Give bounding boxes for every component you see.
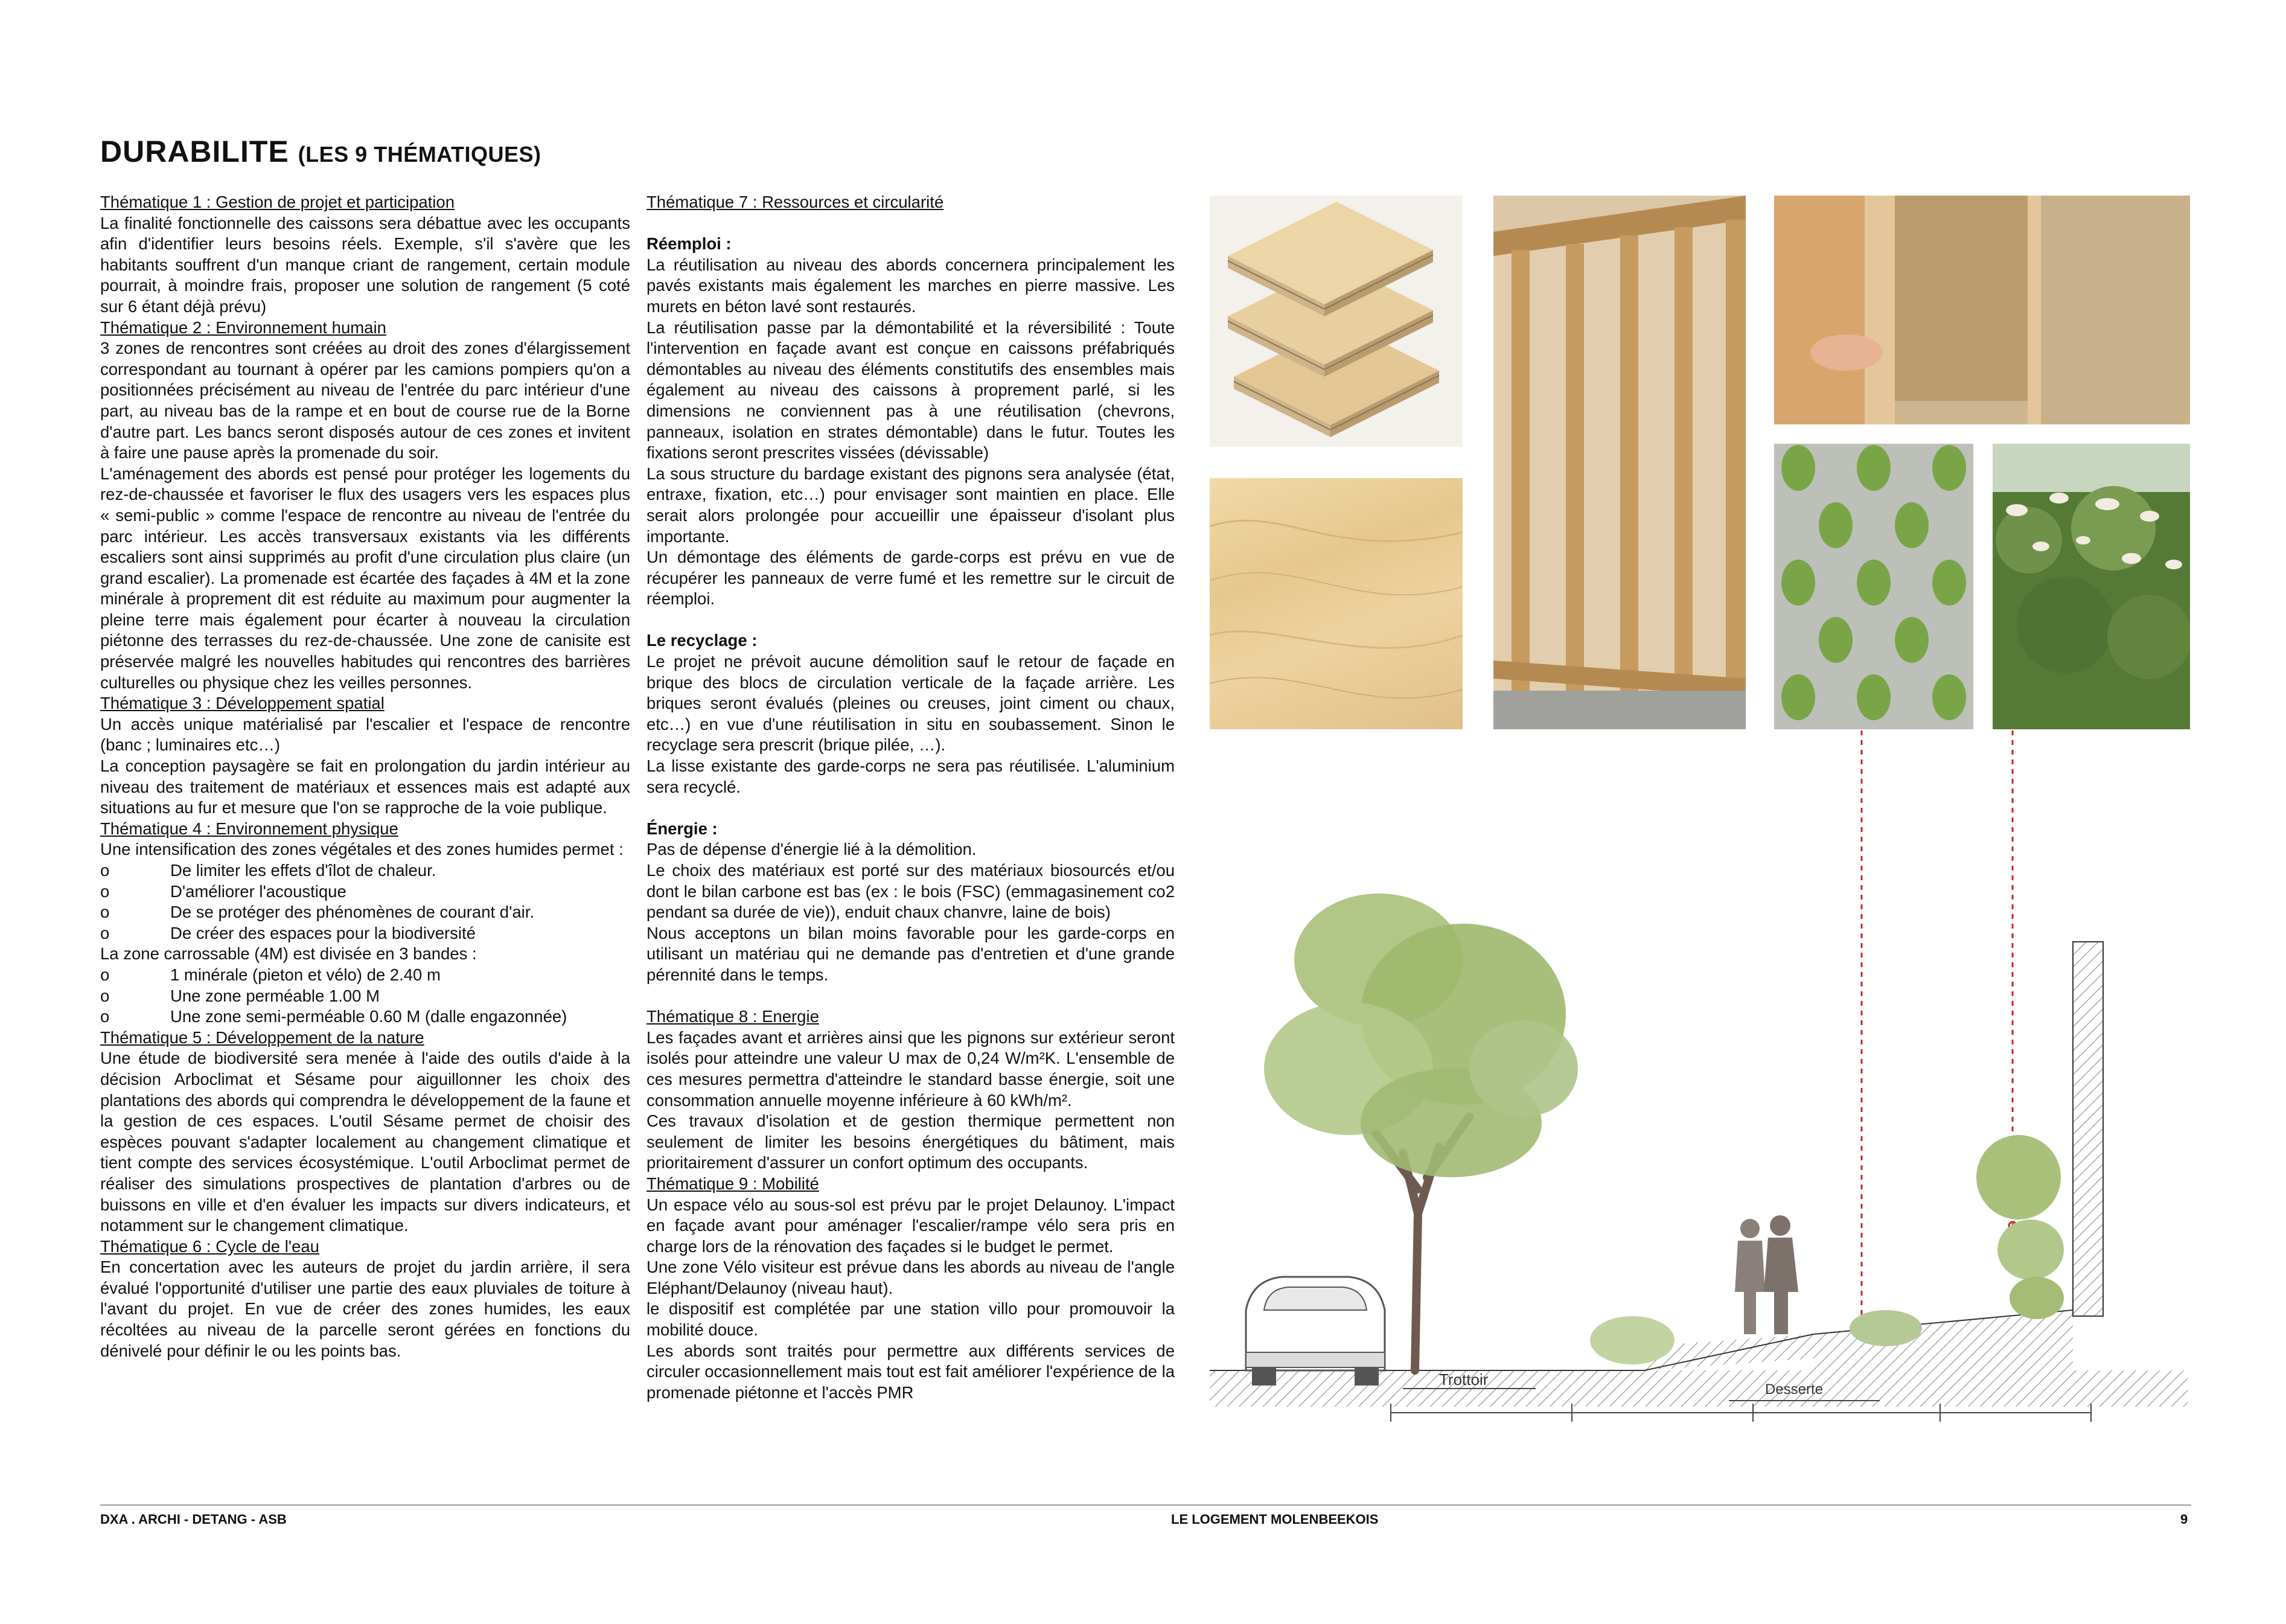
footer-divider <box>100 1504 2191 1506</box>
title-main: DURABILITE <box>100 135 289 168</box>
list-item <box>100 986 630 1007</box>
list-item-text: Une zone semi-perméable 0.60 M (dalle engazonnée) <box>170 1007 567 1026</box>
street-section-drawing <box>1210 730 2191 1485</box>
page-number: 9 <box>2180 1512 2188 1527</box>
label-desserte: Desserte <box>1765 1381 1824 1398</box>
footer-left: DXA . ARCHI - DETANG - ASB <box>100 1512 287 1527</box>
theme-2-heading: Thématique 2 : Environnement humain <box>100 318 386 337</box>
bullet-marker: o <box>100 1007 110 1026</box>
theme-7-heading: Thématique 7 : Ressources et circularité <box>647 193 944 211</box>
car-icon <box>1246 1277 1385 1386</box>
theme-6-body: En concertation avec les auteurs de projet du jardin arrière, il sera évalué l'opportunité d'utiliser une partie des eaux pluviales de toiture à l'avant du projet. En vue de créer des zones humides, les eaux récoltées au niveau de la parcelle seront gérées en fonctions du dénivelé pour définir le ou les points bas. <box>100 1258 630 1360</box>
theme-9-body-2: Une zone Vélo visiteur est prévue dans les abords au niveau de l'angle Eléphant/Delaunoy (niveau haut). <box>647 1258 1175 1297</box>
list-item-text: De limiter les effets d'îlot de chaleur. <box>170 861 436 880</box>
footer-center: LE LOGEMENT MOLENBEEKOIS <box>1171 1512 1379 1527</box>
plywood-stack-photo <box>1210 196 1463 447</box>
recyclage-body-2: La lisse existante des garde-corps ne sera pas réutilisée. L'aluminium sera recyclé. <box>647 756 1175 796</box>
energie-body-3: Nous acceptons un bilan moins favorable pour les garde-corps en utilisant un matériau qui ne demande pas d'entretien et d'une grande pérennité dans le temps. <box>647 923 1175 984</box>
wood-grain-icon <box>1210 478 1463 729</box>
theme-8-body-1: Les façades avant et arrières ainsi que les pignons sur extérieur seront isolés pour atteindre une valeur U max de 0,24 W/m²K. L'ensemble de ces mesures permettra d'atteindre le standard basse énergie, soit une consommation annuelle moyenne inférieure à 60 kWh/m². <box>647 1028 1175 1110</box>
pedestrians-icon <box>1735 1215 1798 1334</box>
timber-frame-wall-photo <box>1493 196 1746 729</box>
energie-body-1: Pas de dépense d'énergie lié à la démolition. <box>647 840 977 859</box>
theme-3-body-1: Un accès unique matérialisé par l'escalier et l'espace de rencontre (banc ; luminaires etc…) <box>100 714 630 755</box>
list-item-text: De créer des espaces pour la biodiversité <box>170 923 476 942</box>
list-item-text: 1 minérale (pieton et vélo) de 2.40 m <box>170 965 441 984</box>
list-item-text: De se protéger des phénomènes de courant d'air. <box>170 903 534 922</box>
theme-6-heading: Thématique 6 : Cycle de l'eau <box>100 1236 319 1256</box>
building-wall <box>2073 942 2103 1316</box>
list-item <box>100 902 630 923</box>
theme-1-body: La finalité fonctionnelle des caissons sera débattue avec les occupants afin d'identifier leurs besoins réels. Exemple, s'il s'avère que les habitants souffrent d'un manque criant de rangement, certain module pourrait, à moindre frais, proposer une solution de rangement (5 coté sur 6 étant déjà prévu) <box>100 213 630 316</box>
recyclage-body-1: Le projet ne prévoit aucune démolition sauf le retour de façade en brique des blocs de circulation verticale de la façade arrière. Les briques seront évalués (pleines ou creuses, joint ciment ou chaux, etc…) en vue d'une réutilisation in situ en soubassement. Sinon le recyclage sera prescrit (brique pilée, …). <box>647 652 1175 755</box>
wood-fibre-insulation-photo <box>1774 196 2190 424</box>
list-item <box>100 923 630 944</box>
grass-paver-icon <box>1774 444 1973 729</box>
text-column-middle <box>647 192 1175 1403</box>
theme-1-heading: Thématique 1 : Gestion de projet et participation <box>100 193 455 211</box>
page-title <box>100 134 541 169</box>
theme-3-heading: Thématique 3 : Développement spatial <box>100 694 385 713</box>
list-item-text: Une zone perméable 1.00 M <box>170 986 380 1005</box>
bullet-marker: o <box>100 903 110 922</box>
label-trottoir: Trottoir <box>1439 1370 1489 1389</box>
flowering-shrub-icon <box>1993 444 2190 729</box>
section-drawing-svg <box>1210 730 2191 1485</box>
theme-2-body-1: 3 zones de rencontres sont créées au droit des zones d'élargissement correspondant au tournant à opérer par les camions pompiers qu'on a positionnées précisément au niveau de l'entrée du parc intérieur d'une part, au niveau bas de la rampe et en bout de course rue de la Borne d'autre part. Les bancs seront disposés autour de ces zones et invitent à faire une pause après la promenade du soir. <box>100 339 630 462</box>
bullet-marker: o <box>100 861 110 880</box>
timber-frame-wall-icon <box>1493 196 1746 729</box>
flowering-shrub-photo <box>1993 444 2190 729</box>
theme-9-heading: Thématique 9 : Mobilité <box>647 1174 819 1193</box>
theme-8-heading: Thématique 8 : Energie <box>647 1007 819 1026</box>
reemploi-body-3: La sous structure du bardage existant des pignons sera analysée (état, entraxe, fixation, etc…) pour envisager sont maintien en place. Elle serait alors prolongée pour accueillir une épaisseur d'isolant plus importante. <box>647 464 1175 546</box>
reemploi-heading: Réemploi : <box>647 234 732 254</box>
energie-heading: Énergie : <box>647 819 718 838</box>
wood-fibre-insulation-icon <box>1774 196 2190 424</box>
theme-5-heading: Thématique 5 : Développement de la nature <box>100 1028 424 1047</box>
theme-9-body-3: le dispositif est complétée par une station villo pour promouvoir la mobilité douce. <box>647 1299 1175 1340</box>
spacer <box>647 610 1175 631</box>
theme-2-body-2: L'aménagement des abords est pensé pour protéger les logements du rez-de-chaussée et favoriser le flux des usagers vers les espaces plus « semi-public » comme l'espace de rencontre au niveau de l'entrée du parc intérieur. Les accès transversaux existants via les différents escaliers sont ainsi supprimés au profit d'une circulation plus claire (un grand escalier). La promenade est écartée des façades à 4M et la zone minérale à proprement dit est réduite au maximum pour augmenter la pleine terre mais également pour écarter à nouveau la circulation piétonne des terrasses du rez-de-chaussée. Une zone de canisite est préservée malgré les nouvelles habitudes qui rencontres des barrières culturelles ou physique chez les veilles personnes. <box>100 464 630 692</box>
grass-paver-photo <box>1774 444 1973 729</box>
bullet-marker: o <box>100 986 110 1005</box>
text-column-left <box>100 192 630 1361</box>
theme-4-mid: La zone carrossable (4M) est divisée en 3 bandes : <box>100 944 477 964</box>
theme-5-body: Une étude de biodiversité sera menée à l'aide des outils d'aide à la décision Arboclimat et Sésame pour aiguillonner les choix des plantations des abords qui comprendra le développement de la faune et la gestion de ces espaces. L'outil Sésame permet de choisir des espèces pouvant s'adapter localement au changement climatique et tient compte des services écosystémique. L'outil Arboclimat permet de réaliser des simulations prospectives de plantation d'arbres ou de buissons en ville et d'en évaluer les impacts sur divers indicateurs, et notamment sur le changement climatique. <box>100 1049 630 1235</box>
spacer <box>647 986 1175 1007</box>
list-item <box>100 881 630 903</box>
theme-3-body-2: La conception paysagère se fait en prolongation du jardin intérieur au niveau des traitement de matériaux et essences mais est adapté aux situations au fur et mesure que l'on se rapproche de la voie publique. <box>100 756 630 817</box>
reemploi-body-2: La réutilisation passe par la démontabilité et la réversibilité : Toute l'intervention en façade avant est conçue en caissons préfabriqués démontables au niveau des éléments constitutifs des ensembles mais également au niveau des caissons à proprement parlé, si les dimensions ne conviennent pas à une réutilisation (chevrons, panneaux, isolation en strates démontable) dans le futur. Toutes les fixations seront prescrites vissées (dévissable) <box>647 318 1175 462</box>
recyclage-heading: Le recyclage : <box>647 631 758 650</box>
list-item <box>100 1006 630 1028</box>
theme-4-intro: Une intensification des zones végétales et des zones humides permet : <box>100 840 624 859</box>
spacer <box>647 213 1175 234</box>
list-item <box>100 965 630 986</box>
reemploi-body-4: Un démontage des éléments de garde-corps est prévu en vue de récupérer les panneaux de verre fumé et les remettre sur le circuit de réemploi. <box>647 548 1175 609</box>
bullet-marker: o <box>100 881 110 901</box>
plywood-stack-icon <box>1210 196 1463 447</box>
bullet-marker: o <box>100 923 110 942</box>
title-sub: (LES 9 THÉMATIQUES) <box>298 142 541 167</box>
theme-9-body-4: Les abords sont traités pour permettre aux différents services de circuler occasionnellement mais tout est fait améliorer l'expérience de la promenade piétonne et l'accès PMR <box>647 1341 1175 1402</box>
raised-bed-hatch <box>1813 1310 2073 1370</box>
theme-9-body-1: Un espace vélo au sous-sol est prévu par le projet Delaunoy. L'impact en façade avant pour aménager l'escalier/rampe vélo sera pris en charge lors de la rénovation des façades si le budget le permet. <box>647 1195 1175 1256</box>
spacer <box>647 798 1175 819</box>
list-item <box>100 860 630 881</box>
theme-4-heading: Thématique 4 : Environnement physique <box>100 819 398 838</box>
theme-8-body-2: Ces travaux d'isolation et de gestion thermique permettent non seulement de limiter les besoins énergétiques du bâtiment, mais prioritairement d'assurer un confort optimum des occupants. <box>647 1111 1175 1172</box>
energie-body-2: Le choix des matériaux est porté sur des matériaux biosourcés et/ou dont le bilan carbone est bas (ex : le bois (FSC) (emmagasinement co2 pendant sa durée de vie)), enduit chaux chanvre, laine de bois) <box>647 861 1175 922</box>
reemploi-body-1: La réutilisation au niveau des abords concernera principalement les pavés existants mais également les marches en pierre massive. Les murets en béton lavé sont restaurés. <box>647 255 1175 316</box>
plywood-texture-photo <box>1210 478 1463 729</box>
list-item-text: D'améliorer l'acoustique <box>170 881 346 901</box>
bullet-marker: o <box>100 965 110 984</box>
